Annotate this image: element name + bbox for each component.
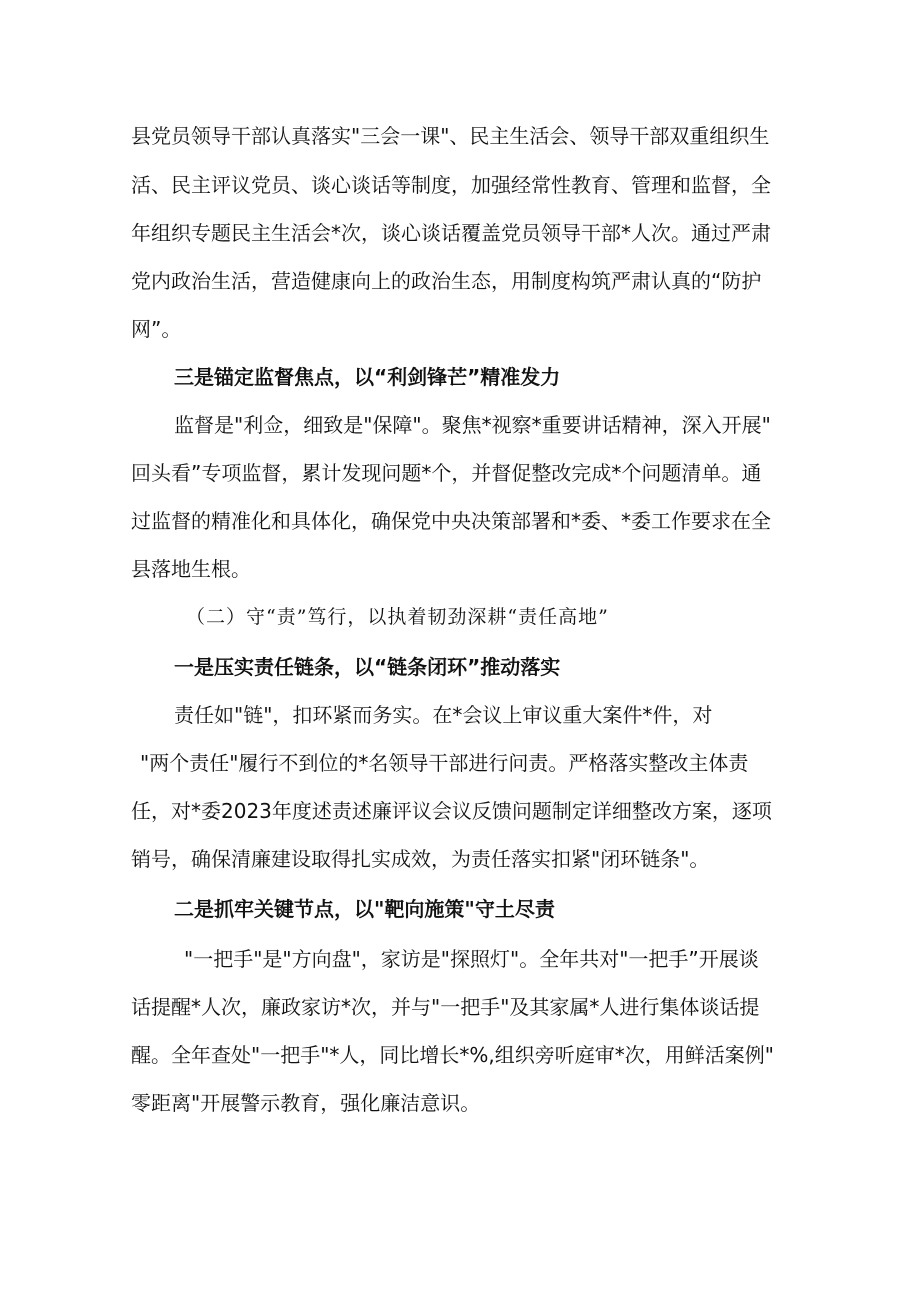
paragraph-line: 活、民主评议党员、谈心谈话等制度，加强经常性教育、管理和监督，全 xyxy=(131,173,771,197)
subsection-heading: （二）守“责”笃行，以执着韧劲深耕“责任高地” xyxy=(186,606,609,628)
paragraph-line: 任，对*委2023年度述责述廉评议会议反馈问题制定详细整改方案，逐项 xyxy=(131,799,772,823)
paragraph-line: 话提醒*人次，廉政家访*次，并与"一把手"及其家属*人进行集体谈话提 xyxy=(131,995,760,1019)
section-heading: 三是锚定监督焦点，以“利剑锋芒”精准发力 xyxy=(174,365,561,389)
paragraph-line: 零距离"开展警示教育，强化廉洁意识。 xyxy=(131,1091,481,1115)
paragraph-line: 党内政治生活，营造健康向上的政治生态，用制度构筑严肃认真的“防护 xyxy=(131,269,762,293)
paragraph-line: 县党员领导干部认真落实"三会一课"、民主生活会、领导干部双重组织生 xyxy=(131,124,770,148)
paragraph-line: 销号，确保清廉建设取得扎实成效，为责任落实扣紧"闭环链条"。 xyxy=(131,847,710,871)
section-heading: 二是抓牢关键节点，以"靶向施策"守土尽责 xyxy=(174,897,555,921)
paragraph-line: 回头看”专项监督，累计发现问题*个，并督促整改完成*个问题清单。通 xyxy=(131,461,762,485)
paragraph-line: 县落地生根。 xyxy=(131,557,251,581)
paragraph-line: 醒。全年查处"一把手"*人，同比增长*%,组织旁听庭审*次，用鲜活案例" xyxy=(131,1043,774,1067)
paragraph-line: 年组织专题民主生活会*次，谈心谈话覆盖党员领导干部*人次。通过严肃 xyxy=(131,221,771,245)
paragraph-line: 过监督的精准化和具体化，确保党中央决策部署和*委、*委工作要求在全 xyxy=(131,509,771,533)
paragraph-line: 责任如"链"，扣环紧而务实。在*会议上审议重大案件*件，对 xyxy=(174,703,713,727)
paragraph-line: "一把手"是"方向盘"，家访是"探照灯"。全年共对"一把手”开展谈 xyxy=(184,947,759,971)
paragraph-line: 监督是"利佥，细致是"保障"。聚焦*视察*重要讲话精神，深入开展" xyxy=(174,413,771,437)
paragraph-line: "两个责任"履行不到位的*名领导干部进行问责。严格落实整改主体责 xyxy=(140,751,749,775)
paragraph-line: 网”。 xyxy=(131,317,182,341)
section-heading: 一是压实责任链条，以“链条闭环”推动落实 xyxy=(174,655,561,679)
